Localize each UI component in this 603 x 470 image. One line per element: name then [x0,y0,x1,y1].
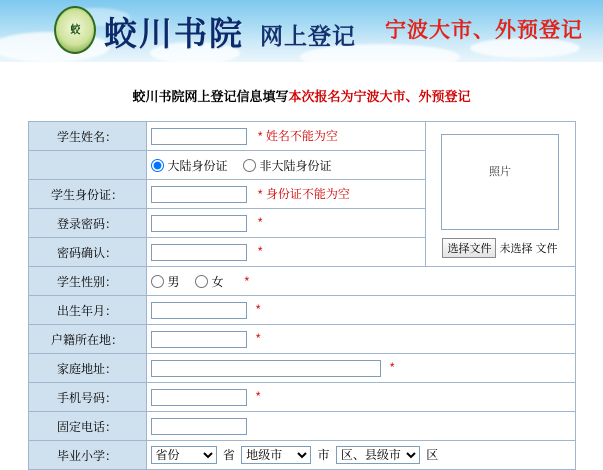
province-unit-label: 省 [222,447,235,462]
landline-input[interactable] [151,418,247,435]
field-birth-date [146,296,575,325]
page-title-highlight: 本次报名为宁波大市、外预登记 [288,89,471,104]
photo-preview [441,134,559,230]
radio-gender-male-label: 男 [167,274,180,289]
mobile-required-mark: * [255,389,261,404]
radio-nonmainland-id[interactable] [243,157,332,174]
table-row [28,383,575,412]
radio-gender-male[interactable] [151,273,180,290]
radio-nonmainland-id-label: 非大陆身份证 [259,158,332,173]
site-title: 蛟川书院 [104,14,244,53]
field-id-type [146,151,425,180]
student-name-input[interactable] [151,128,247,145]
registration-form [28,121,576,470]
table-row [28,412,575,441]
household-required-mark: * [255,331,261,346]
banner-notice: 宁波大市、外预登记 [385,17,583,42]
label-student-name: 学生姓名： [28,122,146,151]
label-home-address: 家庭地址： [28,354,146,383]
student-name-hint: * 姓名不能为空 [257,128,338,143]
label-id-type [28,151,146,180]
table-row [28,267,575,296]
radio-mainland-id-input[interactable] [151,159,164,172]
student-id-input[interactable] [151,186,247,203]
city-unit-label: 市 [317,447,330,462]
radio-gender-female-input[interactable] [195,275,208,288]
id-type-radio-group [151,157,421,174]
photo-upload-cell [425,122,575,267]
field-mobile [146,383,575,412]
field-gender [146,267,575,296]
radio-gender-female[interactable] [195,273,224,290]
registration-table [28,121,576,470]
table-row [28,296,575,325]
table-row [28,354,575,383]
label-student-id: 学生身份证： [28,180,146,209]
page-banner [0,0,603,62]
photo-placeholder-label: 照片 [489,166,511,178]
field-student-id [146,180,425,209]
label-primary-school: 毕业小学： [28,441,146,470]
birth-date-input[interactable] [151,302,247,319]
province-select[interactable] [151,446,217,464]
field-region-selects [146,441,575,470]
household-input[interactable] [151,331,247,348]
label-mobile: 手机号码： [28,383,146,412]
label-household: 户籍所在地： [28,325,146,354]
label-password: 登录密码： [28,209,146,238]
radio-gender-female-label: 女 [211,274,224,289]
table-row [28,122,575,151]
field-password-confirm [146,238,425,267]
table-row [28,325,575,354]
mobile-input[interactable] [151,389,247,406]
radio-nonmainland-id-input[interactable] [243,159,256,172]
home-address-input[interactable] [151,360,381,377]
password-confirm-input[interactable] [151,244,247,261]
field-password [146,209,425,238]
school-logo-text: 蛟 [70,23,80,36]
page-title [0,86,603,105]
field-home-address [146,354,575,383]
student-id-hint: * 身份证不能为空 [257,186,350,201]
site-subtitle: 网上登记 [260,23,356,50]
birth-date-required-mark: * [255,302,261,317]
field-student-name [146,122,425,151]
city-select[interactable] [241,446,311,464]
label-landline: 固定电话： [28,412,146,441]
label-gender: 学生性别： [28,267,146,296]
radio-gender-male-input[interactable] [151,275,164,288]
radio-mainland-id[interactable] [151,157,228,174]
district-select[interactable] [336,446,420,464]
file-chooser [430,238,571,258]
password-input[interactable] [151,215,247,232]
radio-mainland-id-label: 大陆身份证 [167,158,228,173]
district-unit-label: 区 [426,447,439,462]
table-row [28,441,575,470]
gender-required-mark: * [244,274,250,288]
choose-file-button[interactable]: 选择文件 [442,238,496,258]
field-household [146,325,575,354]
password-confirm-required-mark: * [257,244,263,259]
no-file-label: 未选择 文件 [499,243,558,255]
gender-radio-group [151,273,571,290]
school-logo-icon [54,6,96,54]
label-password-confirm: 密码确认： [28,238,146,267]
home-address-required-mark: * [389,360,395,375]
page-title-prefix: 蛟川书院网上登记信息填写 [132,89,289,104]
field-landline [146,412,575,441]
label-birth-date: 出生年月： [28,296,146,325]
password-required-mark: * [257,215,263,230]
